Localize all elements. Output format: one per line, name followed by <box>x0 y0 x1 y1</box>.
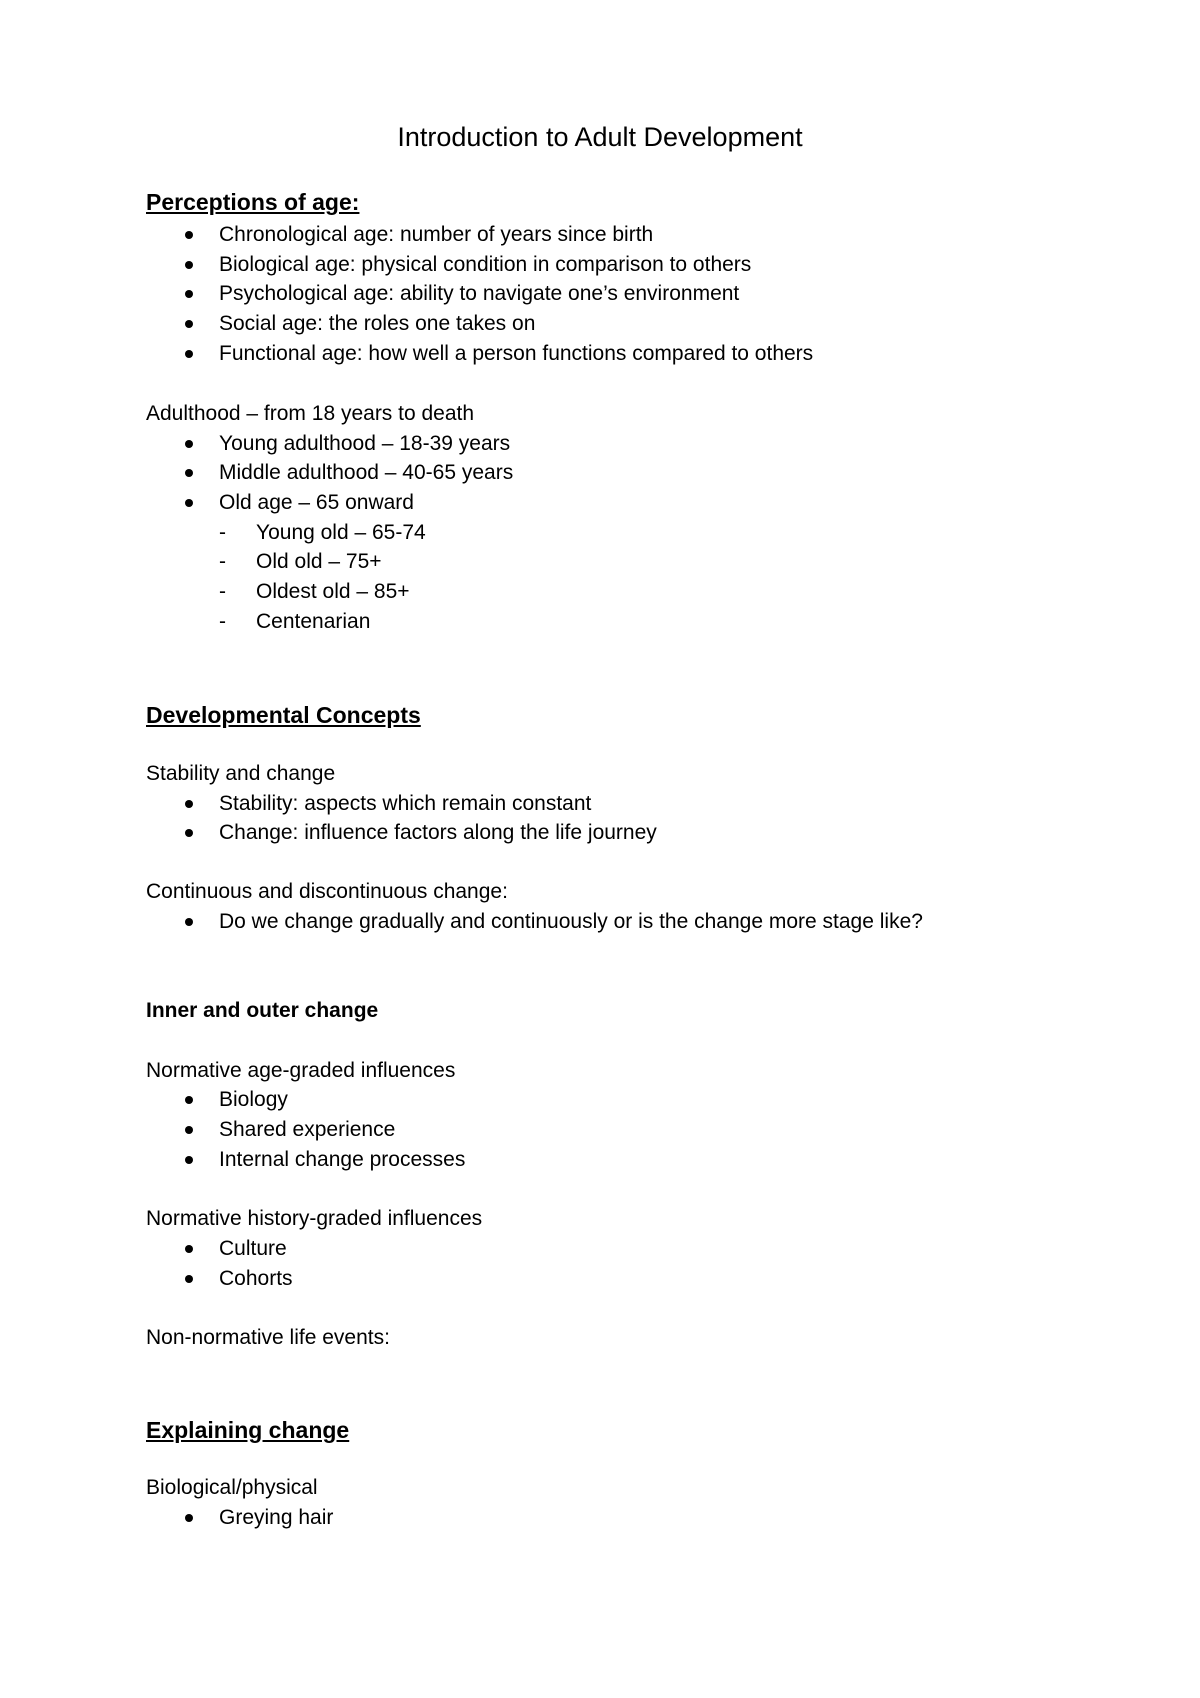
bullet-icon <box>185 350 193 358</box>
list-item-text: Psychological age: ability to navigate one’s environment <box>219 282 740 305</box>
bullet-icon <box>185 290 193 298</box>
bullet-icon <box>185 469 193 477</box>
list-item-text: Functional age: how well a person functions compared to others <box>219 342 814 365</box>
age-graded-label: Normative age-graded influences <box>146 1059 456 1082</box>
list-item-text: Chronological age: number of years since birth <box>219 223 654 246</box>
sub-list-item-text: Oldest old – 85+ <box>256 580 410 603</box>
non-normative-label: Non-normative life events: <box>146 1326 390 1349</box>
bullet-icon <box>185 261 193 269</box>
inner-outer-heading: Inner and outer change <box>146 999 379 1022</box>
section-heading-explaining: Explaining change <box>146 1417 350 1443</box>
bullet-icon <box>185 918 193 926</box>
list-item-text: Biology <box>219 1088 288 1111</box>
list-item-text: Cohorts <box>219 1267 293 1290</box>
bullet-icon <box>185 320 193 328</box>
list-item-text: Young adulthood – 18-39 years <box>219 432 511 455</box>
list-item-text: Old age – 65 onward <box>219 491 414 514</box>
sub-list-item-text: Centenarian <box>256 610 371 633</box>
list-item-text: Social age: the roles one takes on <box>219 312 536 335</box>
bullet-icon <box>185 1514 193 1522</box>
list-item-text: Biological age: physical condition in comparison to others <box>219 253 752 276</box>
list-item-text: Culture <box>219 1237 287 1260</box>
bullet-icon <box>185 1156 193 1164</box>
bullet-icon <box>185 1096 193 1104</box>
dash-marker: - <box>219 521 226 544</box>
list-item-text: Internal change processes <box>219 1148 466 1171</box>
sub-list-item-text: Old old – 75+ <box>256 550 382 573</box>
bullet-icon <box>185 231 193 239</box>
section-heading-perceptions: Perceptions of age: <box>146 189 360 215</box>
bullet-icon <box>185 1126 193 1134</box>
list-item-text: Shared experience <box>219 1118 396 1141</box>
list-item-text: Greying hair <box>219 1506 334 1529</box>
bullet-icon <box>185 800 193 808</box>
document-title: Introduction to Adult Development <box>397 122 803 152</box>
section-heading-developmental: Developmental Concepts <box>146 702 421 728</box>
list-item-text: Middle adulthood – 40-65 years <box>219 461 514 484</box>
dash-marker: - <box>219 580 226 603</box>
stability-label: Stability and change <box>146 762 336 785</box>
sub-list-item-text: Young old – 65-74 <box>256 521 426 544</box>
history-graded-label: Normative history-graded influences <box>146 1207 483 1230</box>
adulthood-intro: Adulthood – from 18 years to death <box>146 402 475 425</box>
dash-marker: - <box>219 550 226 573</box>
bullet-icon <box>185 440 193 448</box>
list-item-text: Stability: aspects which remain constant <box>219 792 592 815</box>
dash-marker: - <box>219 610 226 633</box>
list-item-text: Change: influence factors along the life journey <box>219 821 657 844</box>
list-item-text: Do we change gradually and continuously or is the change more stage like? <box>219 910 923 933</box>
bullet-icon <box>185 1245 193 1253</box>
bullet-icon <box>185 829 193 837</box>
continuous-label: Continuous and discontinuous change: <box>146 880 508 903</box>
bullet-icon <box>185 499 193 507</box>
biological-label: Biological/physical <box>146 1476 318 1499</box>
bullet-icon <box>185 1275 193 1283</box>
